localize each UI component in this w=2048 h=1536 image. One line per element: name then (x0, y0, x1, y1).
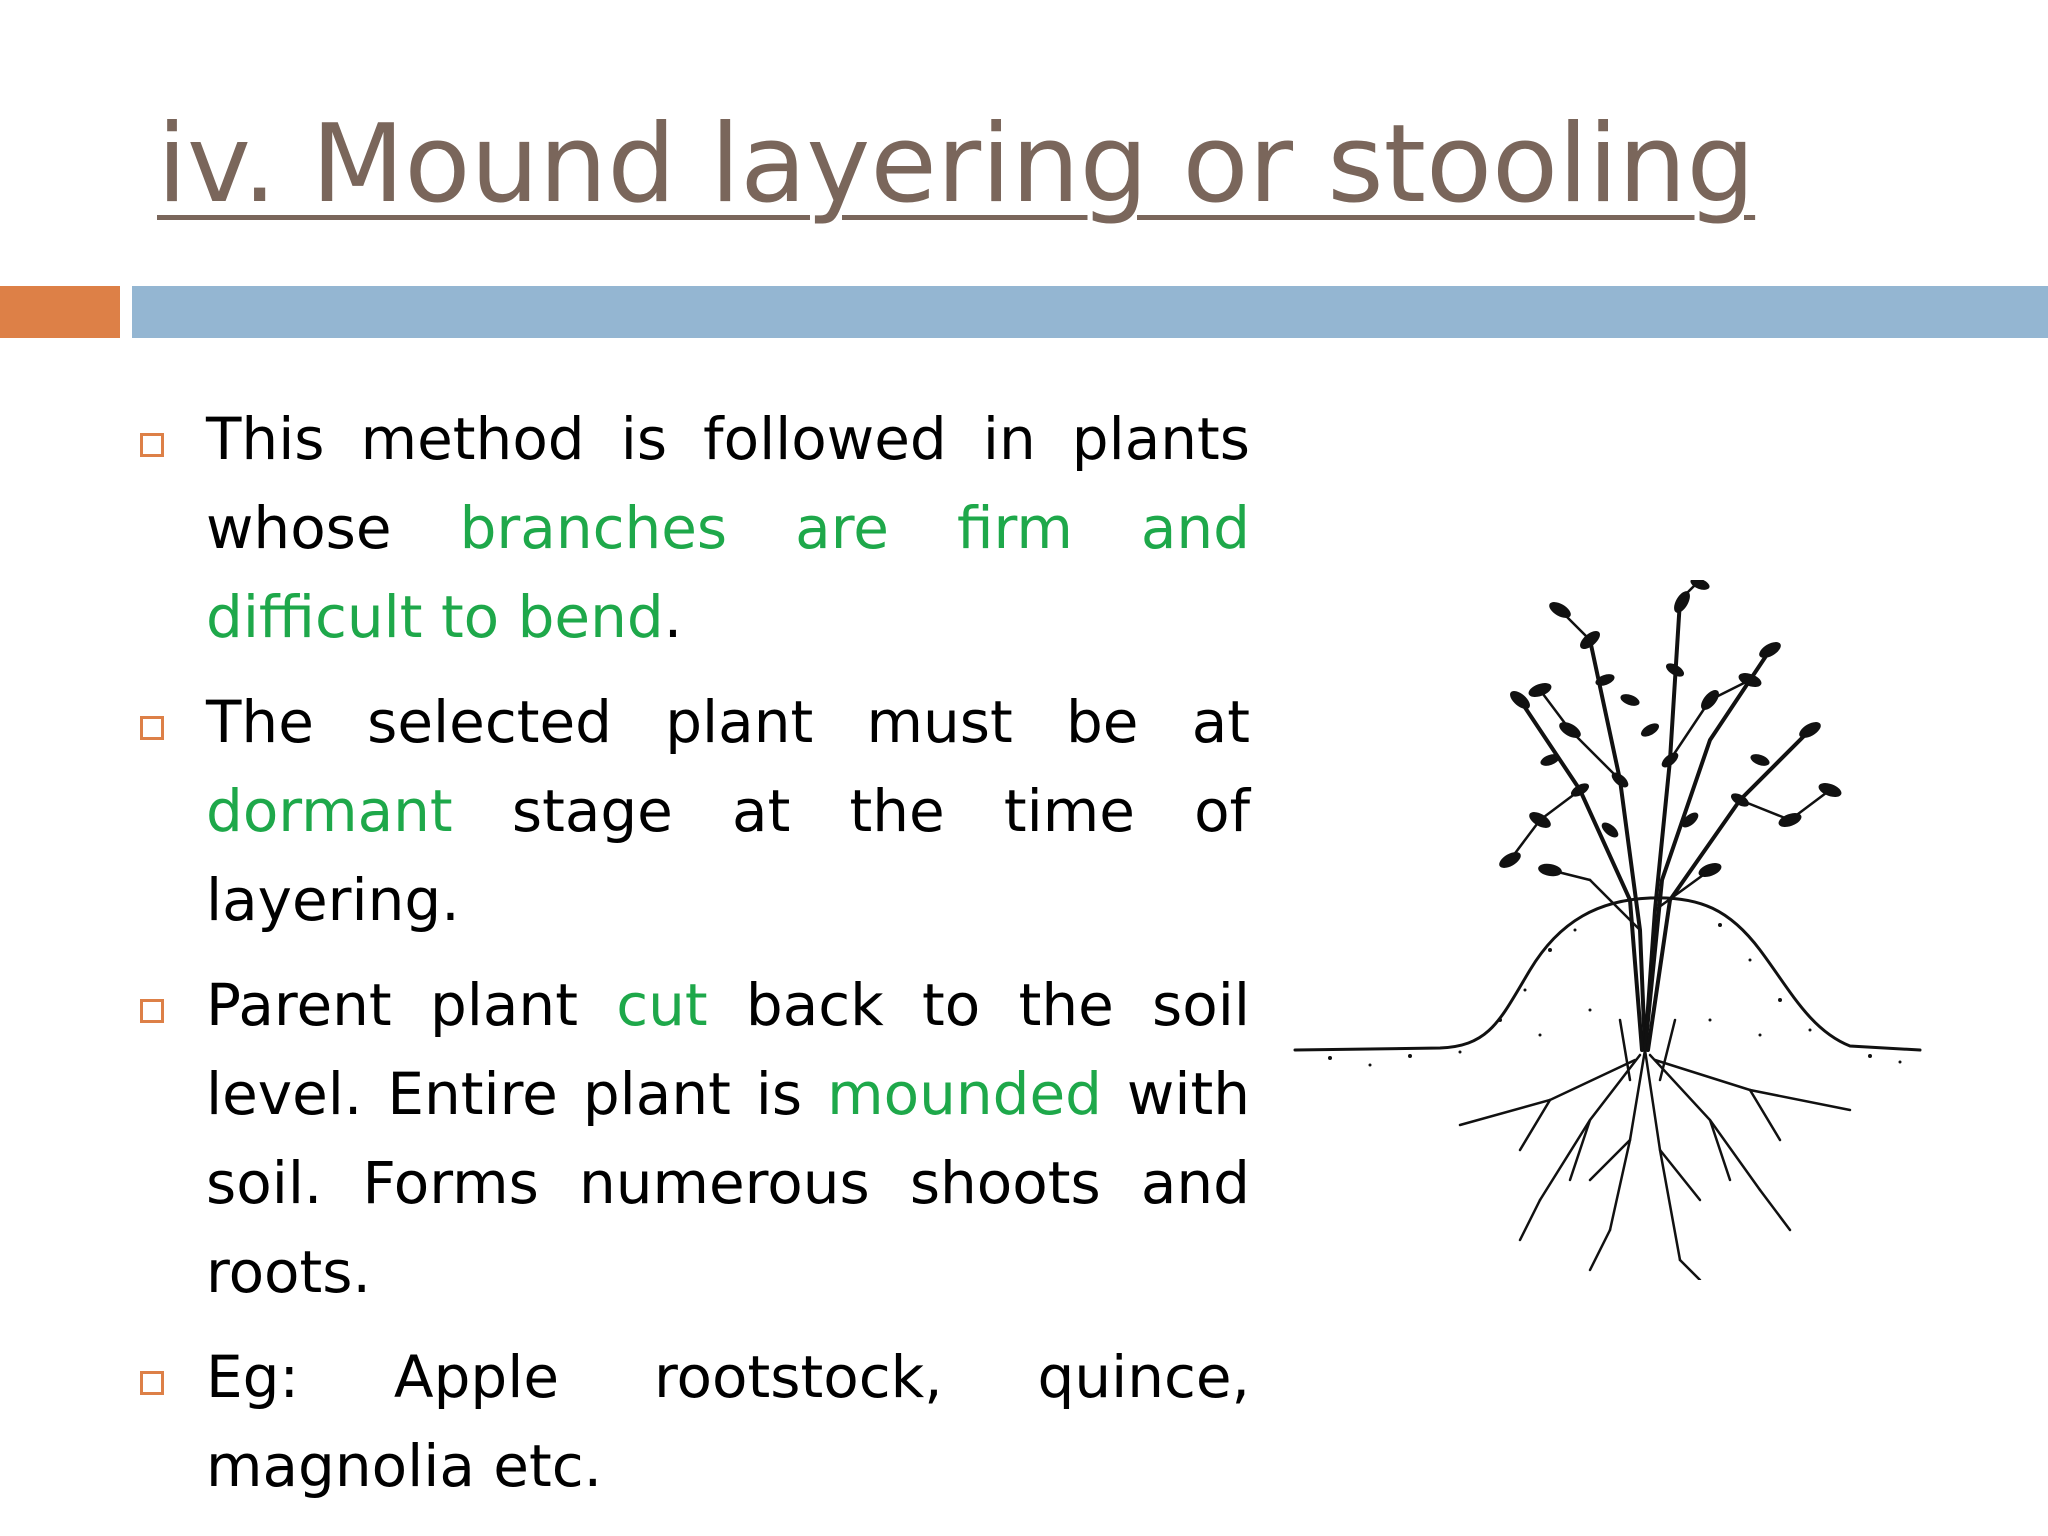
bullet-text: Eg: Apple rootstock, quince, magnolia etc. (206, 1343, 1250, 1500)
bullet-text: This method is followed in plants whose branches are firm and difficult to bend. (206, 405, 1250, 651)
accent-bar-orange (0, 286, 120, 338)
square-bullet-icon (140, 1371, 164, 1395)
square-bullet-icon (140, 716, 164, 740)
bullet-text: The selected plant must be at dormant stage at the time of layering. (206, 688, 1250, 934)
bullet-text: Parent plant cut back to the soil level. Entire plant is mounded with soil. Forms numerous shoots and roots. (206, 971, 1250, 1306)
list-item (130, 1333, 1250, 1511)
highlight-text: dormant (206, 777, 453, 845)
list-item (130, 961, 1250, 1317)
mound-layering-plant-icon (1290, 580, 1930, 1280)
square-bullet-icon (140, 433, 164, 457)
list-item (130, 678, 1250, 945)
highlight-text: branches are firm and difficult to bend (206, 494, 1250, 651)
highlight-text: mounded (827, 1060, 1102, 1128)
square-bullet-icon (140, 999, 164, 1023)
highlight-text: cut (616, 971, 708, 1039)
bullet-list (130, 395, 1250, 1527)
slide-title: iv. Mound layering or stooling (157, 102, 1756, 227)
list-item (130, 395, 1250, 662)
accent-bar-blue (132, 286, 2048, 338)
